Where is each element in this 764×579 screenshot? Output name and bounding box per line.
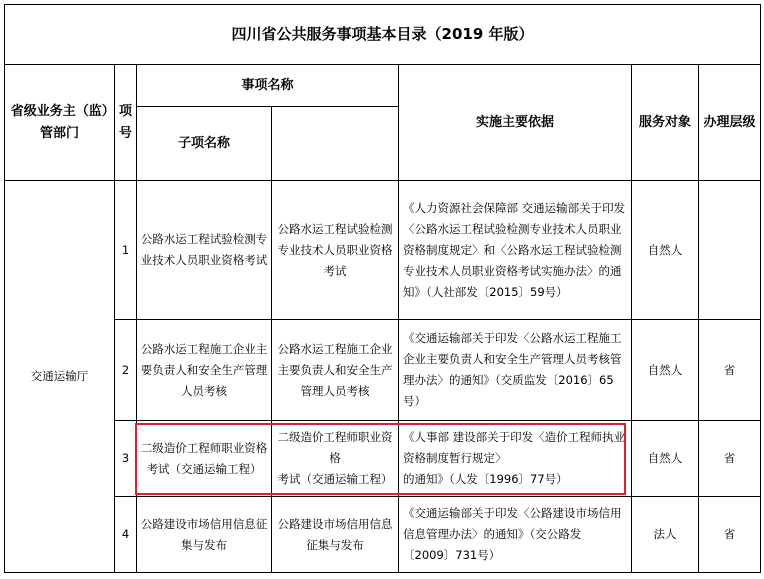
item-name: 公路水运工程试验检测 专业技术人员职业资格考试 (272, 181, 399, 320)
item-no: 1 (115, 181, 137, 320)
sub-item-name: 二级造价工程师职业资格 考试（交通运输工程） (137, 421, 272, 497)
header-service-target: 服务对象 (632, 65, 699, 181)
header-level: 办理层级 (699, 65, 761, 181)
basis-text: 《人力资源社会保障部 交通运输部关于印发〈公路水运工程试验检测专业技术人员职业资格制度规定〉和〈公路水运工程试验检测专业技术人员职业资格考试实施办法〉的通知》（人社部发〔2015〕59号） (399, 181, 632, 320)
header-empty-cell (272, 107, 399, 181)
basis-text: 《人事部 建设部关于印发〈造价工程师执业资格制度暂行规定〉 的通知》（人发〔1996〕77号） (399, 421, 632, 497)
table-row (5, 421, 761, 497)
header-sub-item-name: 子项名称 (137, 107, 272, 181)
header-item-no: 项号 (115, 65, 137, 181)
item-name: 二级造价工程师职业资格 考试（交通运输工程） (272, 421, 399, 497)
item-no: 4 (115, 497, 137, 573)
basis-text: 《交通运输部关于印发〈公路水运工程施工企业主要负责人和安全生产管理人员考核管理办法〉的通知》（交质监发〔2016〕65号） (399, 320, 632, 421)
sub-item-name: 公路水运工程试验检测专业技术人员职业资格考试 (137, 181, 272, 320)
basis-text: 《交通运输部关于印发〈公路建设市场信用信息管理办法〉的通知》（交公路发〔2009〕731号） (399, 497, 632, 573)
service-target: 自然人 (632, 421, 699, 497)
department-cell: 交通运输厅 (5, 181, 115, 573)
item-name: 公路水运工程施工企业主要负责人和安全生产管理人员考核 (272, 320, 399, 421)
sub-item-name: 公路水运工程施工企业主要负责人和安全生产管理人员考核 (137, 320, 272, 421)
level: 省 (699, 421, 761, 497)
table-row (5, 320, 761, 421)
service-target: 自然人 (632, 181, 699, 320)
item-no: 2 (115, 320, 137, 421)
header-basis: 实施主要依据 (399, 65, 632, 181)
item-no: 3 (115, 421, 137, 497)
item-name: 公路建设市场信用信息 征集与发布 (272, 497, 399, 573)
service-catalog-table (4, 4, 761, 573)
table-row (5, 181, 761, 320)
table-row (5, 497, 761, 573)
header-item-name: 事项名称 (137, 65, 399, 107)
level: 省 (699, 497, 761, 573)
table-title: 四川省公共服务事项基本目录（2019 年版） (5, 5, 761, 65)
header-department: 省级业务主（监）管部门 (5, 65, 115, 181)
service-target: 自然人 (632, 320, 699, 421)
service-target: 法人 (632, 497, 699, 573)
sub-item-name: 公路建设市场信用信息征集与发布 (137, 497, 272, 573)
level (699, 181, 761, 320)
level: 省 (699, 320, 761, 421)
